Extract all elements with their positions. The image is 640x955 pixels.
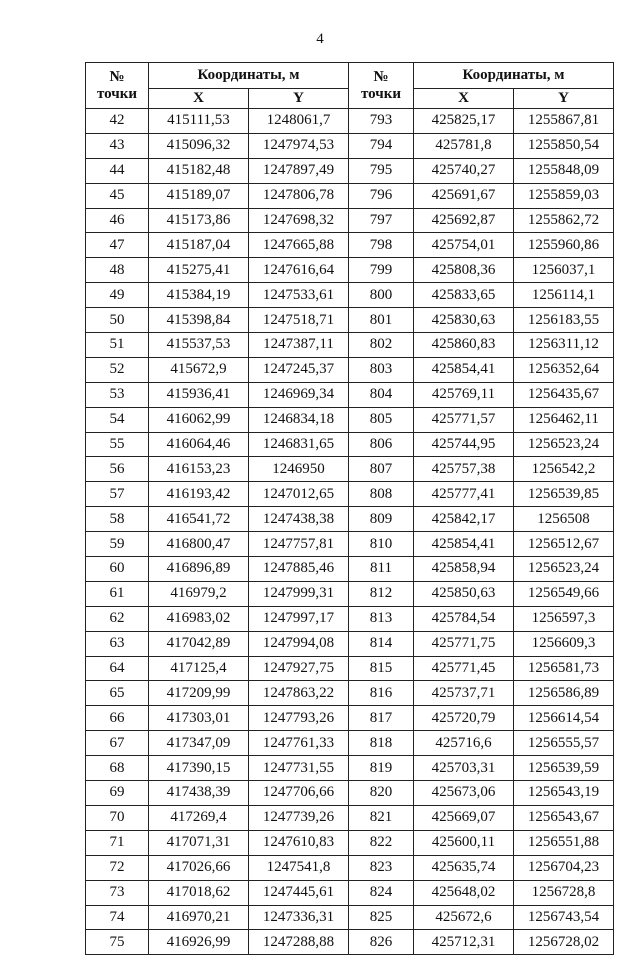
x-right-cell: 425744,95 xyxy=(414,432,514,457)
y-left-cell: 1247445,61 xyxy=(249,880,349,905)
point-number-left-cell: 71 xyxy=(86,830,149,855)
x-left-cell: 416800,47 xyxy=(149,532,249,557)
x-left-cell: 415384,19 xyxy=(149,283,249,308)
x-right-cell: 425737,71 xyxy=(414,681,514,706)
y-right-cell: 1256037,1 xyxy=(514,258,614,283)
point-number-right-cell: 795 xyxy=(349,158,414,183)
y-left-cell: 1247863,22 xyxy=(249,681,349,706)
table-row xyxy=(86,333,614,358)
x-right-cell: 425673,06 xyxy=(414,781,514,806)
point-number-header-right xyxy=(349,63,414,109)
point-number-left-cell: 57 xyxy=(86,482,149,507)
y-left-cell: 1247761,33 xyxy=(249,731,349,756)
x-left-cell: 417209,99 xyxy=(149,681,249,706)
table-row xyxy=(86,706,614,731)
point-number-left-cell: 42 xyxy=(86,109,149,134)
point-number-right-cell: 816 xyxy=(349,681,414,706)
y-left-cell: 1247665,88 xyxy=(249,233,349,258)
y-right-cell: 1256311,12 xyxy=(514,333,614,358)
table-row xyxy=(86,283,614,308)
point-number-left-cell: 45 xyxy=(86,183,149,208)
point-number-left-cell: 73 xyxy=(86,880,149,905)
y-left-cell: 1247999,31 xyxy=(249,581,349,606)
x-right-cell: 425771,75 xyxy=(414,631,514,656)
table-row xyxy=(86,855,614,880)
point-number-right-cell: 806 xyxy=(349,432,414,457)
point-number-right-cell: 804 xyxy=(349,382,414,407)
y-right-cell: 1256586,89 xyxy=(514,681,614,706)
x-right-cell: 425672,6 xyxy=(414,905,514,930)
table-row xyxy=(86,258,614,283)
table-row xyxy=(86,457,614,482)
x-header-left: X xyxy=(149,89,249,109)
y-left-cell: 1247706,66 xyxy=(249,781,349,806)
x-left-cell: 415189,07 xyxy=(149,183,249,208)
x-right-cell: 425860,83 xyxy=(414,333,514,358)
point-number-left-cell: 46 xyxy=(86,208,149,233)
y-right-cell: 1256512,67 xyxy=(514,532,614,557)
y-left-cell: 1247897,49 xyxy=(249,158,349,183)
y-right-cell: 1255859,03 xyxy=(514,183,614,208)
table-row xyxy=(86,631,614,656)
point-number-right-cell: 820 xyxy=(349,781,414,806)
point-number-right-cell: 823 xyxy=(349,855,414,880)
point-number-sign: № xyxy=(373,68,389,85)
y-left-cell: 1247438,38 xyxy=(249,507,349,532)
y-right-cell: 1256614,54 xyxy=(514,706,614,731)
y-left-cell: 1247245,37 xyxy=(249,357,349,382)
x-left-cell: 416979,2 xyxy=(149,581,249,606)
x-left-cell: 416896,89 xyxy=(149,557,249,582)
x-right-cell: 425754,01 xyxy=(414,233,514,258)
x-left-cell: 416064,46 xyxy=(149,432,249,457)
point-number-header-left xyxy=(86,63,149,109)
point-number-right-cell: 824 xyxy=(349,880,414,905)
x-left-cell: 416970,21 xyxy=(149,905,249,930)
x-right-cell: 425850,63 xyxy=(414,581,514,606)
y-left-cell: 1247757,81 xyxy=(249,532,349,557)
point-number-left-cell: 55 xyxy=(86,432,149,457)
y-right-cell: 1256704,23 xyxy=(514,855,614,880)
point-number-left-cell: 54 xyxy=(86,407,149,432)
x-left-cell: 417071,31 xyxy=(149,830,249,855)
page-number: 4 xyxy=(316,31,324,47)
point-number-left-cell: 52 xyxy=(86,357,149,382)
y-left-cell: 1246969,34 xyxy=(249,382,349,407)
y-left-cell: 1247731,55 xyxy=(249,756,349,781)
point-number-right-cell: 818 xyxy=(349,731,414,756)
point-number-left-cell: 62 xyxy=(86,606,149,631)
y-left-cell: 1247698,32 xyxy=(249,208,349,233)
x-left-cell: 415672,9 xyxy=(149,357,249,382)
y-right-cell: 1255850,54 xyxy=(514,133,614,158)
x-left-cell: 415398,84 xyxy=(149,308,249,333)
point-number-right-cell: 800 xyxy=(349,283,414,308)
x-right-cell: 425830,63 xyxy=(414,308,514,333)
x-right-cell: 425600,11 xyxy=(414,830,514,855)
point-number-right-cell: 794 xyxy=(349,133,414,158)
point-number-right-cell: 807 xyxy=(349,457,414,482)
table-row xyxy=(86,183,614,208)
point-number-left-cell: 72 xyxy=(86,855,149,880)
y-right-cell: 1256508 xyxy=(514,507,614,532)
table-row xyxy=(86,308,614,333)
point-number-left-cell: 74 xyxy=(86,905,149,930)
table-row xyxy=(86,805,614,830)
point-number-right-cell: 819 xyxy=(349,756,414,781)
point-number-right-cell: 805 xyxy=(349,407,414,432)
y-left-cell: 1247541,8 xyxy=(249,855,349,880)
point-number-right-cell: 810 xyxy=(349,532,414,557)
x-right-cell: 425858,94 xyxy=(414,557,514,582)
point-number-right-cell: 802 xyxy=(349,333,414,358)
x-right-cell: 425692,87 xyxy=(414,208,514,233)
y-left-cell: 1247610,83 xyxy=(249,830,349,855)
y-header-right: Y xyxy=(514,89,614,109)
point-number-right-cell: 811 xyxy=(349,557,414,582)
table-row xyxy=(86,208,614,233)
x-left-cell: 416926,99 xyxy=(149,930,249,955)
x-left-cell: 417303,01 xyxy=(149,706,249,731)
x-left-cell: 415111,53 xyxy=(149,109,249,134)
x-right-cell: 425833,65 xyxy=(414,283,514,308)
x-left-cell: 417438,39 xyxy=(149,781,249,806)
point-number-left-cell: 65 xyxy=(86,681,149,706)
point-word: точки xyxy=(360,85,402,102)
y-left-cell: 1247533,61 xyxy=(249,283,349,308)
point-number-right-cell: 812 xyxy=(349,581,414,606)
y-right-cell: 1256597,3 xyxy=(514,606,614,631)
x-right-cell: 425784,54 xyxy=(414,606,514,631)
y-right-cell: 1256543,19 xyxy=(514,781,614,806)
y-right-cell: 1256549,66 xyxy=(514,581,614,606)
y-right-cell: 1256539,59 xyxy=(514,756,614,781)
point-number-right-cell: 803 xyxy=(349,357,414,382)
coordinates-header-left: Координаты, м xyxy=(149,63,349,89)
y-left-cell: 1246950 xyxy=(249,457,349,482)
table-row xyxy=(86,557,614,582)
y-left-cell: 1247793,26 xyxy=(249,706,349,731)
point-number-right-cell: 814 xyxy=(349,631,414,656)
x-header-right: X xyxy=(414,89,514,109)
point-number-right-cell: 817 xyxy=(349,706,414,731)
x-right-cell: 425771,45 xyxy=(414,656,514,681)
point-number-right-cell: 799 xyxy=(349,258,414,283)
y-left-cell: 1247288,88 xyxy=(249,930,349,955)
y-right-cell: 1256523,24 xyxy=(514,557,614,582)
y-right-cell: 1256114,1 xyxy=(514,283,614,308)
x-left-cell: 417042,89 xyxy=(149,631,249,656)
y-right-cell: 1256542,2 xyxy=(514,457,614,482)
point-number-right-cell: 796 xyxy=(349,183,414,208)
table-row xyxy=(86,830,614,855)
table-row xyxy=(86,731,614,756)
y-right-cell: 1256551,88 xyxy=(514,830,614,855)
x-right-cell: 425854,41 xyxy=(414,532,514,557)
point-number-right-cell: 822 xyxy=(349,830,414,855)
point-number-right-cell: 797 xyxy=(349,208,414,233)
x-left-cell: 417018,62 xyxy=(149,880,249,905)
y-left-cell: 1247518,71 xyxy=(249,308,349,333)
point-number-right-cell: 808 xyxy=(349,482,414,507)
x-left-cell: 416541,72 xyxy=(149,507,249,532)
x-left-cell: 417269,4 xyxy=(149,805,249,830)
x-right-cell: 425648,02 xyxy=(414,880,514,905)
y-right-cell: 1256183,55 xyxy=(514,308,614,333)
x-right-cell: 425825,17 xyxy=(414,109,514,134)
x-left-cell: 416153,23 xyxy=(149,457,249,482)
point-number-right-cell: 821 xyxy=(349,805,414,830)
y-left-cell: 1246834,18 xyxy=(249,407,349,432)
table-row xyxy=(86,482,614,507)
y-left-cell: 1247885,46 xyxy=(249,557,349,582)
y-right-cell: 1256462,11 xyxy=(514,407,614,432)
x-left-cell: 417347,09 xyxy=(149,731,249,756)
coordinates-table xyxy=(85,62,614,955)
x-right-cell: 425842,17 xyxy=(414,507,514,532)
x-right-cell: 425771,57 xyxy=(414,407,514,432)
y-right-cell: 1256555,57 xyxy=(514,731,614,756)
point-number-left-cell: 69 xyxy=(86,781,149,806)
table-row xyxy=(86,432,614,457)
point-number-left-cell: 56 xyxy=(86,457,149,482)
point-number-right-cell: 813 xyxy=(349,606,414,631)
x-right-cell: 425635,74 xyxy=(414,855,514,880)
point-number-left-cell: 47 xyxy=(86,233,149,258)
y-right-cell: 1256743,54 xyxy=(514,905,614,930)
point-number-left-cell: 53 xyxy=(86,382,149,407)
point-number-left-cell: 67 xyxy=(86,731,149,756)
y-right-cell: 1255862,72 xyxy=(514,208,614,233)
x-left-cell: 417390,15 xyxy=(149,756,249,781)
y-right-cell: 1256728,8 xyxy=(514,880,614,905)
point-number-right-cell: 815 xyxy=(349,656,414,681)
y-right-cell: 1255960,86 xyxy=(514,233,614,258)
point-number-left-cell: 64 xyxy=(86,656,149,681)
point-number-right-cell: 809 xyxy=(349,507,414,532)
point-number-left-cell: 59 xyxy=(86,532,149,557)
x-left-cell: 416062,99 xyxy=(149,407,249,432)
point-number-right-cell: 825 xyxy=(349,905,414,930)
table-row xyxy=(86,357,614,382)
x-right-cell: 425691,67 xyxy=(414,183,514,208)
x-right-cell: 425669,07 xyxy=(414,805,514,830)
x-right-cell: 425769,11 xyxy=(414,382,514,407)
table-row xyxy=(86,158,614,183)
y-right-cell: 1256543,67 xyxy=(514,805,614,830)
y-right-cell: 1255848,09 xyxy=(514,158,614,183)
coordinates-header-right: Координаты, м xyxy=(414,63,614,89)
y-left-cell: 1247927,75 xyxy=(249,656,349,681)
table-row xyxy=(86,407,614,432)
y-left-cell: 1246831,65 xyxy=(249,432,349,457)
y-left-cell: 1247994,08 xyxy=(249,631,349,656)
point-number-right-cell: 798 xyxy=(349,233,414,258)
y-right-cell: 1256581,73 xyxy=(514,656,614,681)
x-left-cell: 415173,86 xyxy=(149,208,249,233)
y-left-cell: 1248061,7 xyxy=(249,109,349,134)
point-number-left-cell: 66 xyxy=(86,706,149,731)
table-row xyxy=(86,681,614,706)
table-row xyxy=(86,606,614,631)
point-number-left-cell: 75 xyxy=(86,930,149,955)
table-row xyxy=(86,781,614,806)
table-row xyxy=(86,233,614,258)
x-right-cell: 425777,41 xyxy=(414,482,514,507)
table-row xyxy=(86,930,614,955)
y-right-cell: 1256435,67 xyxy=(514,382,614,407)
point-number-right-cell: 793 xyxy=(349,109,414,134)
x-left-cell: 416983,02 xyxy=(149,606,249,631)
x-left-cell: 415936,41 xyxy=(149,382,249,407)
y-right-cell: 1256539,85 xyxy=(514,482,614,507)
y-left-cell: 1247997,17 xyxy=(249,606,349,631)
x-right-cell: 425716,6 xyxy=(414,731,514,756)
table-row xyxy=(86,507,614,532)
point-number-left-cell: 63 xyxy=(86,631,149,656)
point-number-left-cell: 68 xyxy=(86,756,149,781)
x-right-cell: 425740,27 xyxy=(414,158,514,183)
table-row xyxy=(86,382,614,407)
table-row xyxy=(86,656,614,681)
x-left-cell: 416193,42 xyxy=(149,482,249,507)
point-number-left-cell: 44 xyxy=(86,158,149,183)
point-number-left-cell: 48 xyxy=(86,258,149,283)
point-word: точки xyxy=(96,85,138,102)
point-number-left-cell: 50 xyxy=(86,308,149,333)
y-right-cell: 1256609,3 xyxy=(514,631,614,656)
x-left-cell: 415096,32 xyxy=(149,133,249,158)
x-left-cell: 415182,48 xyxy=(149,158,249,183)
table-row xyxy=(86,880,614,905)
point-number-left-cell: 58 xyxy=(86,507,149,532)
y-left-cell: 1247806,78 xyxy=(249,183,349,208)
x-left-cell: 415275,41 xyxy=(149,258,249,283)
y-left-cell: 1247012,65 xyxy=(249,482,349,507)
coordinates-body xyxy=(86,109,614,955)
y-right-cell: 1256352,64 xyxy=(514,357,614,382)
y-left-cell: 1247974,53 xyxy=(249,133,349,158)
y-right-cell: 1255867,81 xyxy=(514,109,614,134)
y-left-cell: 1247387,11 xyxy=(249,333,349,358)
x-right-cell: 425781,8 xyxy=(414,133,514,158)
table-row xyxy=(86,109,614,134)
x-right-cell: 425720,79 xyxy=(414,706,514,731)
point-number-left-cell: 61 xyxy=(86,581,149,606)
x-left-cell: 417026,66 xyxy=(149,855,249,880)
x-right-cell: 425808,36 xyxy=(414,258,514,283)
y-right-cell: 1256728,02 xyxy=(514,930,614,955)
table-row xyxy=(86,581,614,606)
table-row xyxy=(86,532,614,557)
x-right-cell: 425854,41 xyxy=(414,357,514,382)
table-row xyxy=(86,756,614,781)
x-right-cell: 425703,31 xyxy=(414,756,514,781)
point-number-left-cell: 49 xyxy=(86,283,149,308)
y-left-cell: 1247616,64 xyxy=(249,258,349,283)
point-number-left-cell: 51 xyxy=(86,333,149,358)
point-number-right-cell: 826 xyxy=(349,930,414,955)
table-row xyxy=(86,905,614,930)
y-left-cell: 1247336,31 xyxy=(249,905,349,930)
y-header-left: Y xyxy=(249,89,349,109)
x-left-cell: 415537,53 xyxy=(149,333,249,358)
x-right-cell: 425757,38 xyxy=(414,457,514,482)
point-number-left-cell: 60 xyxy=(86,557,149,582)
point-number-left-cell: 43 xyxy=(86,133,149,158)
point-number-left-cell: 70 xyxy=(86,805,149,830)
table-row xyxy=(86,133,614,158)
x-left-cell: 417125,4 xyxy=(149,656,249,681)
x-left-cell: 415187,04 xyxy=(149,233,249,258)
y-right-cell: 1256523,24 xyxy=(514,432,614,457)
point-number-sign: № xyxy=(109,68,125,85)
point-number-right-cell: 801 xyxy=(349,308,414,333)
x-right-cell: 425712,31 xyxy=(414,930,514,955)
y-left-cell: 1247739,26 xyxy=(249,805,349,830)
